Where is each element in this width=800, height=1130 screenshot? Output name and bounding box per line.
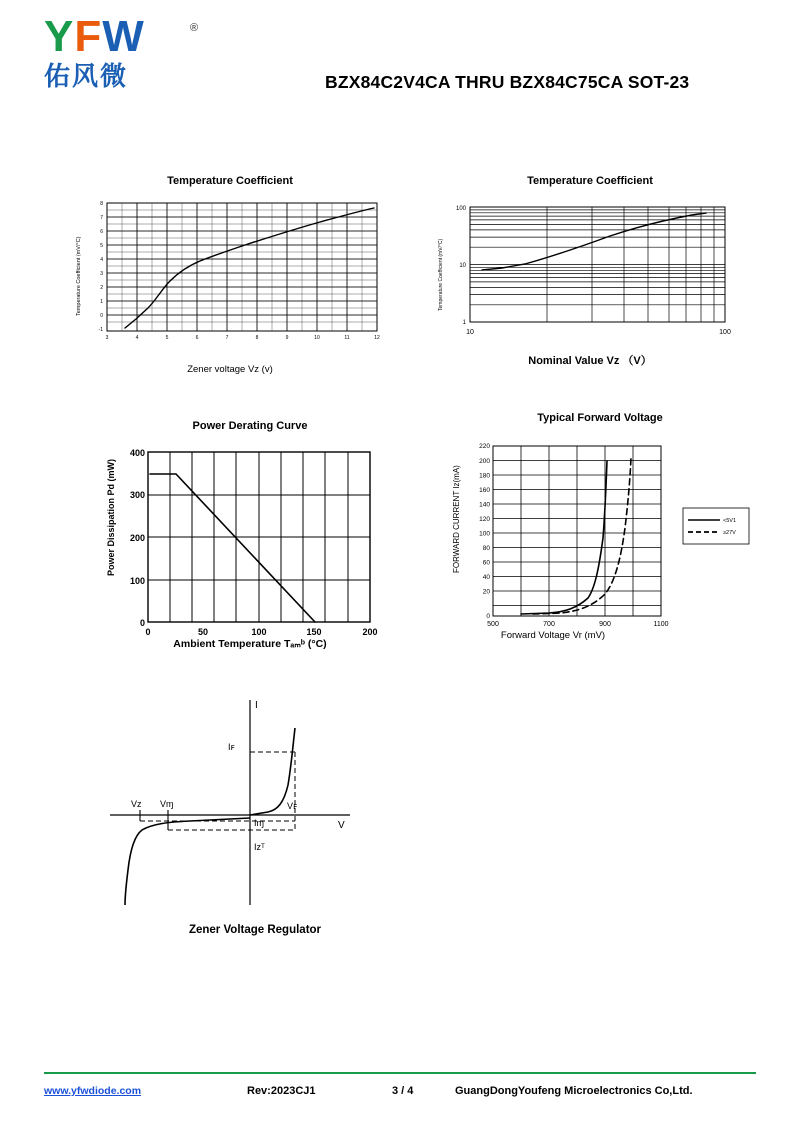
- page-number: 3 / 4: [392, 1085, 414, 1097]
- svg-text:700: 700: [543, 621, 555, 628]
- figure-title: Typical Forward Voltage: [537, 412, 663, 424]
- svg-text:4: 4: [100, 257, 103, 263]
- svg-text:<5V1: <5V1: [723, 518, 736, 524]
- figure-caption: Zener Voltage Regulator: [188, 924, 322, 936]
- svg-text:100: 100: [719, 329, 731, 336]
- svg-text:1100: 1100: [653, 621, 669, 628]
- svg-text:10: 10: [466, 329, 474, 336]
- svg-text:Vꜰ: Vꜰ: [287, 801, 298, 811]
- svg-text:60: 60: [482, 559, 490, 567]
- svg-text:7: 7: [225, 335, 229, 341]
- footer-divider: [44, 1072, 756, 1074]
- figure-power-derating: [100, 420, 400, 650]
- svg-text:Iɱ: Iɱ: [254, 818, 264, 828]
- svg-text:Power Dissipation Pd (mW): Power Dissipation Pd (mW): [106, 458, 116, 576]
- svg-text:2: 2: [100, 285, 103, 291]
- chart-typical-forward-voltage: [445, 428, 755, 628]
- svg-text:Vɱ: Vɱ: [160, 799, 174, 809]
- diagram-zener-iv-curve: [90, 690, 410, 920]
- svg-text:200: 200: [479, 458, 490, 465]
- svg-text:80: 80: [482, 545, 490, 552]
- svg-text:120: 120: [479, 516, 490, 523]
- chart-temperature-coefficient-linear: [70, 191, 390, 366]
- svg-text:I: I: [255, 700, 258, 711]
- svg-text:Iᴢᵀ: Iᴢᵀ: [254, 842, 265, 852]
- figure-title: Temperature Coefficient: [167, 175, 293, 187]
- svg-text:100: 100: [129, 576, 145, 586]
- figure-typical-forward-voltage: [445, 412, 755, 641]
- svg-text:150: 150: [306, 627, 322, 636]
- svg-text:400: 400: [129, 448, 145, 458]
- svg-text:160: 160: [479, 487, 490, 494]
- svg-text:Iꜰ: Iꜰ: [228, 742, 235, 752]
- svg-text:3: 3: [105, 335, 109, 341]
- svg-text:100: 100: [251, 627, 267, 636]
- svg-text:6: 6: [100, 229, 103, 235]
- x-axis-label: Zener voltage Vz (v): [187, 364, 273, 375]
- svg-text:300: 300: [129, 490, 145, 500]
- svg-text:9: 9: [285, 335, 289, 341]
- website-link[interactable]: www.yfwdiode.com: [44, 1085, 142, 1097]
- svg-text:1: 1: [100, 299, 103, 305]
- svg-text:1: 1: [462, 320, 466, 326]
- svg-text:V: V: [338, 820, 345, 831]
- svg-text:8: 8: [100, 201, 103, 207]
- svg-text:Temperature Coefficient (mV/°C: Temperature Coefficient (mV/°C): [438, 238, 444, 311]
- x-axis-label: Forward Voltage Vr (mV): [500, 630, 606, 641]
- svg-text:FORWARD CURRENT Iᴢ(mA): FORWARD CURRENT Iᴢ(mA): [452, 465, 461, 573]
- revision-label: Rev:2023CJ1: [247, 1085, 316, 1097]
- page-header: [0, 0, 800, 108]
- svg-text:12: 12: [374, 335, 380, 341]
- svg-text:0: 0: [145, 627, 151, 636]
- svg-text:Temperature Coefficient (mV/°: Temperature Coefficient (mV/°C): [76, 236, 82, 316]
- svg-text:10: 10: [459, 263, 466, 269]
- svg-text:140: 140: [479, 501, 490, 509]
- chart-power-derating: [100, 436, 400, 636]
- svg-text:220: 220: [479, 443, 490, 450]
- svg-text:180: 180: [479, 472, 490, 480]
- svg-text:0: 0: [139, 618, 145, 628]
- svg-text:200: 200: [129, 533, 145, 543]
- company-name: GuangDongYoufeng Microelectronics Co,Ltd.: [455, 1085, 693, 1097]
- svg-text:Vᴢ: Vᴢ: [131, 799, 142, 809]
- svg-text:500: 500: [487, 621, 499, 628]
- page-title: BZX84C2V4CA THRU BZX84C75CA SOT-23: [325, 72, 690, 92]
- svg-text:20: 20: [482, 588, 490, 596]
- svg-text:8: 8: [255, 335, 259, 341]
- x-axis-label: Ambient Temperature Tₐₘᵇ (°C): [173, 638, 327, 650]
- figure-title: Temperature Coefficient: [527, 175, 653, 187]
- page-footer: [0, 1082, 800, 1106]
- svg-text:100: 100: [479, 530, 490, 538]
- svg-text:4: 4: [135, 335, 139, 341]
- figure-temperature-coefficient-log: [430, 175, 750, 368]
- chart-temperature-coefficient-log: [430, 191, 750, 356]
- svg-text:11: 11: [344, 335, 350, 341]
- svg-text:5: 5: [165, 335, 169, 341]
- figure-zener-voltage-regulator: [90, 690, 410, 936]
- svg-text:40: 40: [482, 574, 490, 581]
- svg-text:100: 100: [455, 206, 466, 212]
- svg-text:3: 3: [100, 271, 103, 277]
- svg-text:900: 900: [599, 621, 611, 628]
- svg-text:0: 0: [100, 313, 103, 319]
- svg-text:50: 50: [197, 627, 209, 636]
- company-logo: [44, 14, 204, 90]
- svg-text:-1: -1: [98, 327, 103, 333]
- svg-text:5: 5: [100, 243, 103, 249]
- logo-wordmark: YFW: [44, 12, 145, 61]
- svg-text:≥27V: ≥27V: [723, 530, 736, 536]
- svg-text:200: 200: [362, 627, 378, 636]
- svg-text:10: 10: [314, 335, 320, 341]
- figure-temperature-coefficient-linear: [70, 175, 390, 375]
- figure-title: Power Derating Curve: [192, 420, 308, 432]
- logo-chinese-name: 佑风微: [44, 61, 129, 91]
- x-axis-label: Nominal Value Vz （V）: [528, 355, 652, 367]
- svg-text:6: 6: [195, 335, 199, 341]
- registered-trademark-icon: ®: [190, 22, 199, 34]
- svg-text:7: 7: [100, 215, 103, 221]
- svg-text:0: 0: [486, 613, 490, 620]
